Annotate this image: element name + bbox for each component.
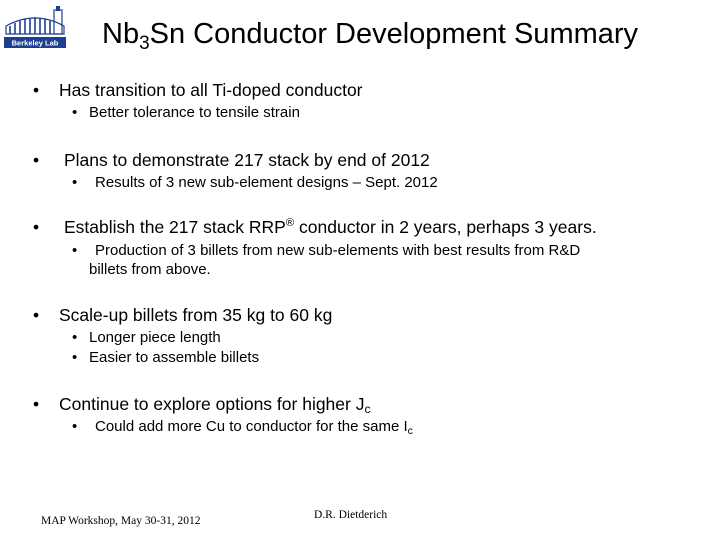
footer-author: D.R. Dietderich (314, 509, 388, 521)
bullet-217-stack-plan (33, 149, 430, 171)
bullet-text: Plans to demonstrate 217 stack by end of 2012 (64, 150, 430, 170)
bullet-dot: • (33, 150, 40, 170)
subbullet-text: Easier to assemble billets (89, 349, 260, 366)
subbullet-tensile-strain (72, 104, 300, 122)
subbullet-piece-length (72, 329, 221, 347)
subbullet-text-line2: billets from above. (89, 261, 211, 278)
ic-subscript: c (407, 425, 413, 437)
subbullet-billets-continuation (89, 261, 211, 279)
bullet-text-pre: Continue to explore options for higher J (59, 394, 365, 414)
footer-workshop: MAP Workshop, May 30-31, 2012 (41, 515, 201, 527)
logo-text: Berkeley Lab (11, 38, 59, 48)
bullet-scale-up (33, 304, 333, 326)
bullet-rrp-conductor (33, 216, 597, 238)
bullet-text: Has transition to all Ti-doped conductor (59, 80, 363, 100)
bullet-dot: • (33, 80, 40, 100)
subbullet-text-pre: Could add more Cu to conductor for the same I (95, 418, 408, 435)
slide-title (102, 14, 712, 54)
bullet-text-post: conductor in 2 years, perhaps 3 years. (294, 217, 597, 237)
berkeley-lab-logo (2, 4, 68, 52)
jc-subscript: c (364, 402, 371, 416)
title-post: Sn Conductor Development Summary (149, 18, 639, 50)
bullet-dot: • (33, 217, 40, 237)
bullet-ti-doped (33, 79, 363, 101)
bullet-dot: • (72, 349, 78, 366)
title-subscript: 3 (139, 33, 150, 54)
bullet-text-pre: Establish the 217 stack RRP (64, 217, 286, 237)
title-pre: Nb (102, 18, 140, 50)
bullet-dot: • (33, 305, 40, 325)
bullet-dot: • (33, 394, 40, 414)
registered-mark: ® (285, 217, 295, 229)
subbullet-billets-production (72, 242, 581, 260)
subbullet-text-line1: Production of 3 billets from new sub-elements with best results from R&D (95, 242, 581, 259)
bullet-dot: • (72, 174, 78, 191)
subbullet-text: Longer piece length (89, 329, 221, 346)
bullet-dot: • (72, 418, 78, 435)
bullet-dot: • (72, 104, 78, 121)
subbullet-text: Better tolerance to tensile strain (89, 104, 300, 121)
subbullet-more-cu (72, 418, 413, 437)
subbullet-text: Results of 3 new sub-element designs – Sept. 2012 (95, 174, 438, 191)
subbullet-assemble-billets (72, 349, 260, 367)
bullet-higher-jc (33, 393, 371, 416)
subbullet-sub-element-designs (72, 174, 438, 192)
bullet-dot: • (72, 329, 78, 346)
bullet-text: Scale-up billets from 35 kg to 60 kg (59, 305, 333, 325)
bullet-dot: • (72, 242, 78, 259)
